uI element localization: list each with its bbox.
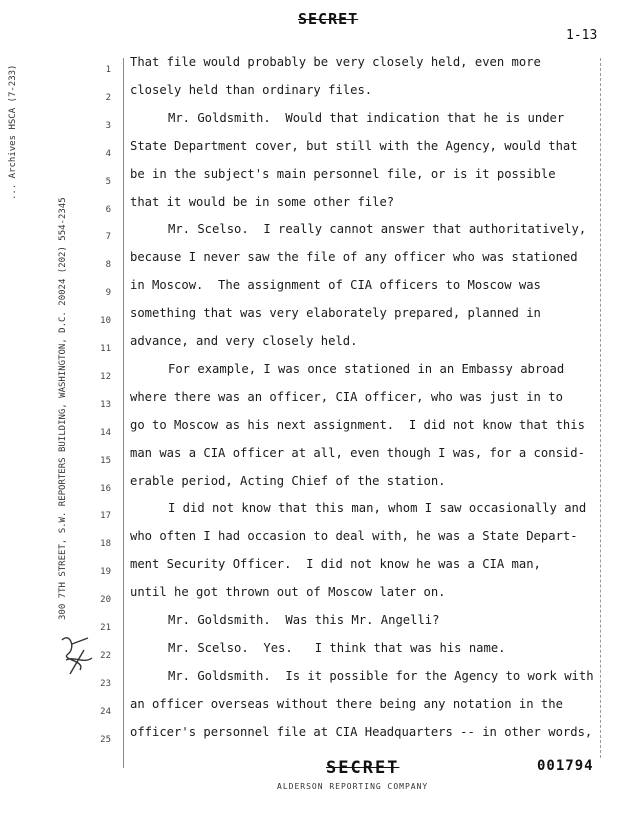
line-number: 1 [105, 65, 111, 75]
transcript-line: ment Security Officer. I did not know he was a CIA man, [130, 557, 541, 572]
transcript-line: in Moscow. The assignment of CIA officers to Moscow was [130, 278, 541, 293]
transcript-line: because I never saw the file of any officer who was stationed [130, 250, 578, 265]
transcript-line: Mr. Goldsmith. Was this Mr. Angelli? [168, 613, 440, 627]
line-number: 19 [100, 567, 111, 578]
line-number: 16 [100, 483, 111, 494]
line-number: 7 [105, 232, 111, 243]
transcript-line: Mr. Goldsmith. Is it possible for the Agency to work with [168, 668, 594, 683]
transcript-line: advance, and very closely held. [130, 334, 358, 348]
line-number: 5 [105, 176, 111, 187]
line-number: 11 [100, 344, 111, 354]
line-number: 25 [100, 734, 111, 745]
line-number: 17 [100, 511, 111, 522]
transcript-line: where there was an officer, CIA officer, who was just in to [130, 389, 563, 404]
left-margin-rule [123, 58, 124, 768]
line-number: 23 [100, 678, 111, 689]
line-number: 15 [100, 455, 111, 466]
transcript-line: Mr. Scelso. I really cannot answer that authoritatively, [168, 222, 587, 237]
transcript-line: who often I had occasion to deal with, he was a State Depart- [130, 529, 578, 544]
right-margin-rule [600, 58, 602, 758]
line-number: 10 [100, 316, 111, 327]
transcript-line: an officer overseas without there being any notation in the [130, 696, 563, 711]
line-number: 2 [105, 92, 111, 103]
header-secret-stamp: SECRET [298, 10, 359, 28]
transcript-line: I did not know that this man, whom I saw occasionally and [168, 501, 587, 516]
line-number: 20 [100, 595, 111, 606]
transcript-line: Mr. Scelso. Yes. I think that was his name. [168, 640, 506, 655]
transcript-line: be in the subject's main personnel file, or is it possible [130, 166, 556, 181]
line-number: 18 [100, 539, 111, 550]
transcript-line: man was a CIA officer at all, even though I was, for a consid- [130, 445, 585, 460]
transcript-line: that it would be in some other file? [130, 194, 395, 209]
transcript-line: until he got thrown out of Moscow later on. [130, 585, 446, 600]
reporter-address: 300 7TH STREET, S.W. REPORTERS BUILDING, WASHINGTON, D.C. 20024 (202) 554-2345 [58, 197, 68, 620]
line-number: 4 [105, 148, 111, 159]
transcript-line: That file would probably be very closely held, even more [130, 55, 541, 69]
line-number: 14 [100, 427, 111, 438]
line-number: 6 [105, 204, 111, 215]
line-number: 13 [100, 399, 111, 410]
transcript-line: officer's personnel file at CIA Headquarters -- in other words, [130, 724, 593, 739]
transcript-line: something that was very elaborately prepared, planned in [130, 306, 541, 321]
line-number: 24 [100, 706, 111, 717]
line-number: 22 [100, 650, 111, 661]
transcript-line: erable period, Acting Chief of the station. [130, 473, 446, 488]
handwritten-signature [58, 630, 98, 680]
transcript-line: For example, I was once stationed in an Embassy abroad [168, 361, 565, 376]
line-number: 9 [105, 288, 111, 299]
line-number: 12 [100, 371, 111, 382]
page-number: 1-13 [566, 28, 598, 43]
transcript-line: closely held than ordinary files. [130, 82, 373, 97]
archive-margin-note: ... Archives HSCA (7-233) [8, 64, 18, 200]
reporting-company: ALDERSON REPORTING COMPANY [277, 782, 429, 791]
transcript-line: State Department cover, but still with the Agency, would that [130, 138, 578, 153]
document-number: 001794 [537, 758, 594, 774]
line-number: 3 [105, 120, 111, 131]
line-number: 8 [105, 260, 111, 271]
transcript-line: go to Moscow as his next assignment. I did not know that this [130, 417, 585, 432]
footer-secret-stamp: SECRET [326, 758, 400, 778]
line-number: 21 [100, 623, 111, 633]
transcript-line: Mr. Goldsmith. Would that indication that he is under [168, 110, 565, 125]
